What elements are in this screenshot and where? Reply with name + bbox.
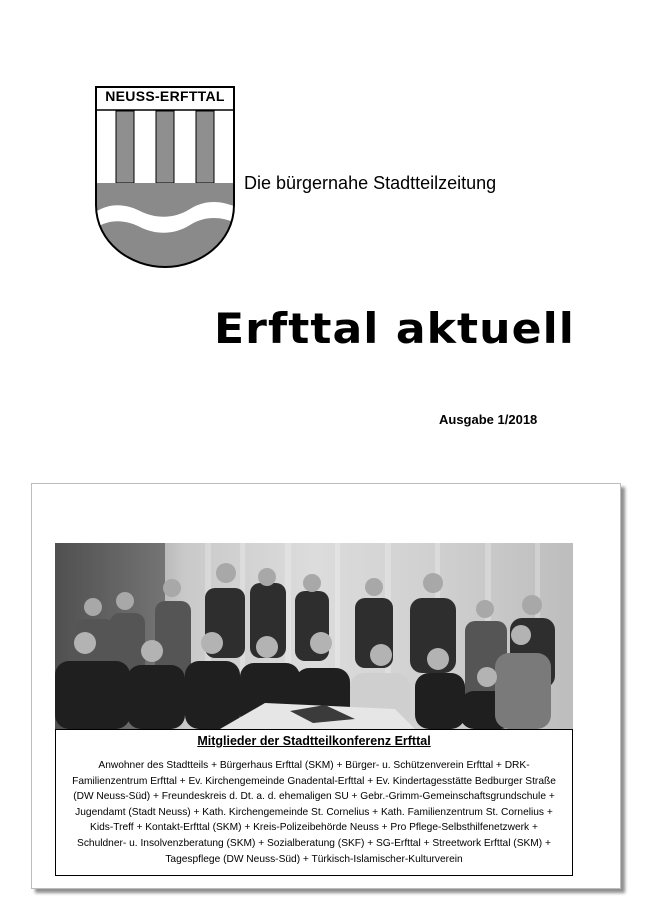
coat-of-arms-icon xyxy=(94,85,236,269)
crest-name-text: NEUSS-ERFTTAL xyxy=(105,88,225,104)
group-photo-icon xyxy=(55,543,573,729)
tagline: Die bürgernahe Stadtteilzeitung xyxy=(244,173,497,193)
caption-box xyxy=(55,729,573,876)
issue-number: Ausgabe 1/2018 xyxy=(439,412,538,427)
caption-heading-text: Mitglieder der Stadtteilkonferenz Erfttal xyxy=(197,734,431,748)
caption-text: Anwohner des Stadtteils + Bürgerhaus Erfttal (SKM) + Bürger- u. Schützenverein Erfttal + DRK-Familienzentrum Erfttal + Ev. Kirchengemeinde Gnadental-Erfttal + Ev. Kindertagesstätte Bedburger Straße (DW Neuss-Süd) + Freundeskreis d. Dt. a. d. ehemaligen SU + Gebr.-Grimm-Gemeinschaftsgrundschule + Jugendamt (Stadt Neuss) + Kath. Kirchengemeinde St. Cornelius + Kath. Familienzentrum St. Cornelius + Kids-Treff + Kontakt-Erfttal (SKM) + Kreis-Polizeibehörde Neuss + Pro Pflege-Selbsthilfenetzwerk + Schuldner- u. Insolvenzberatung (SKM) + Sozialberatung (SKF) + SG-Erfttal + Streetwork Erfttal (SKM) + Tagespflege (DW Neuss-Süd) + Türkisch-Islamischer-Kulturverein xyxy=(72,760,556,865)
caption-heading xyxy=(56,734,572,748)
page-title: Erfttal aktuell xyxy=(214,304,575,353)
